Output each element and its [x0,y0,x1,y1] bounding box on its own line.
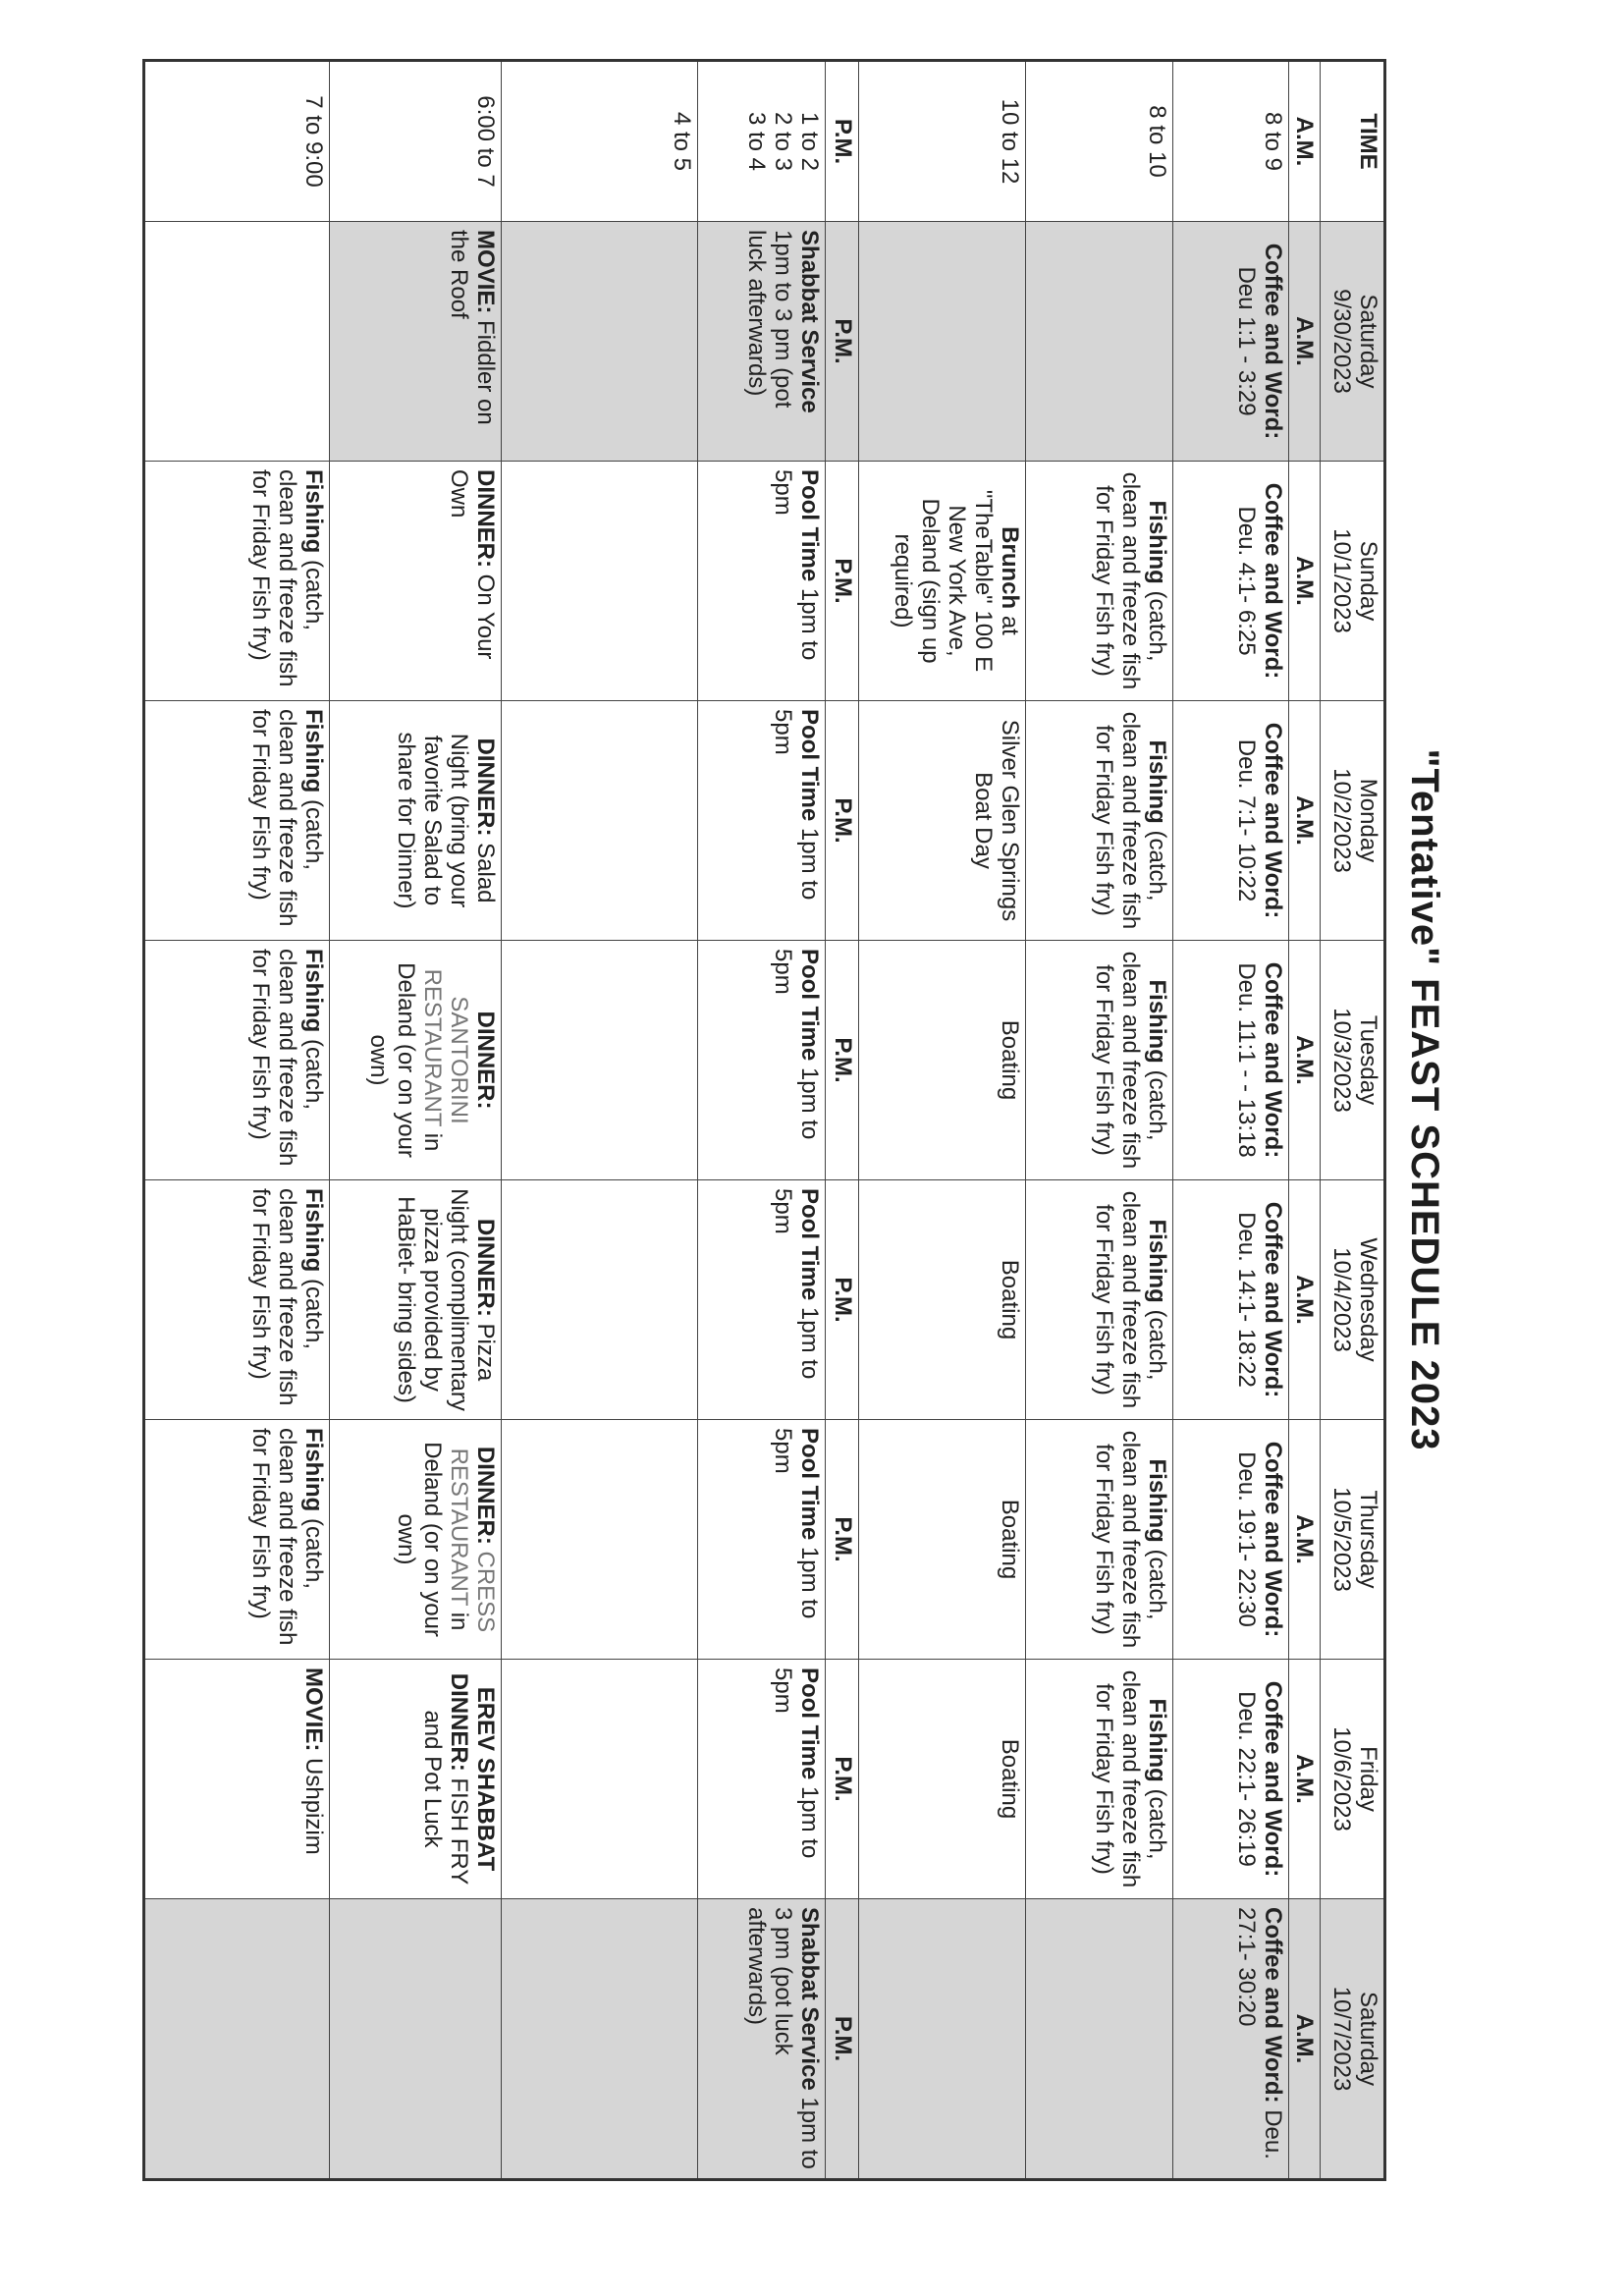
dinner-cell: DINNER: Salad Night (bring your favorite Salad to share for Dinner) [329,701,501,941]
coffee-word-cell: Coffee and Word: Deu. 22:1- 26:19 [1172,1660,1288,1899]
row-4-to-5 [501,61,697,2180]
movie-cell: MOVIE: Ushpizim [143,1660,329,1899]
boat-day-cell: Silver Glen Springs Boat Day [858,701,1025,941]
day-header: Saturday 9/30/2023 [1321,222,1385,462]
fishing-cell: Fishing (catch, clean and freeze fish for Friday Fish fry) [1025,941,1172,1180]
am-label: A.M. [1288,1420,1320,1660]
pool-time-cell: Pool Time 1pm to 5pm [697,1420,825,1660]
empty-cell [501,1420,697,1660]
day-header: Monday 10/2/2023 [1321,701,1385,941]
empty-cell [143,1899,329,2180]
pool-time-cell: Pool Time 1pm to 5pm [697,1180,825,1420]
am-label: A.M. [1288,222,1320,462]
coffee-word-cell: Coffee and Word: Deu. 4:1- 6:25 [1172,462,1288,701]
pm-label: P.M. [825,941,858,1180]
empty-cell [501,1660,697,1899]
row-8-to-9 [1172,61,1288,2180]
row-7-to-9 [143,61,329,2180]
pool-time-cell: Pool Time 1pm to 5pm [697,1660,825,1899]
empty-cell [143,222,329,462]
fishing-cell: Fishing (catch, clean and freeze fish for Friday Fish fry) [1025,1660,1172,1899]
fishing-cell: Fishing (catch, clean and freeze fish for Friday Fish fry) [1025,462,1172,701]
empty-cell [501,462,697,701]
day-header: Sunday 10/1/2023 [1321,462,1385,701]
shabbat-service-cell: Shabbat Service 1pm to 3 pm (pot luck afterwards) [697,1899,825,2180]
coffee-word-cell: Coffee and Word: Deu. 19:1- 22:30 [1172,1420,1288,1660]
time-cell: 6:00 to 7 [329,61,501,222]
empty-cell [501,1180,697,1420]
time-cell: 4 to 5 [501,61,697,222]
time-cell: 8 to 10 [1025,61,1172,222]
coffee-word-cell: Coffee and Word: Deu. 14:1- 18:22 [1172,1180,1288,1420]
pm-label: P.M. [825,61,858,222]
pool-time-cell: Pool Time 1pm to 5pm [697,701,825,941]
day-header: Tuesday 10/3/2023 [1321,941,1385,1180]
rotated-schedule-page [147,59,1463,2169]
boating-cell: Boating [858,1420,1025,1660]
pm-label: P.M. [825,1420,858,1660]
coffee-word-cell: Coffee and Word: Deu. 27:1- 30:20 [1172,1899,1288,2180]
boating-cell: Boating [858,1660,1025,1899]
fishing-cell: Fishing (catch, clean and freeze fish for Friday Fish fry) [143,462,329,701]
empty-cell [329,1899,501,2180]
pm-label-row [825,61,858,2180]
coffee-word-cell: Coffee and Word: Deu. 7:1- 10:22 [1172,701,1288,941]
dinner-cell: DINNER: On Your Own [329,462,501,701]
dinner-cell: DINNER: SANTORINI RESTAURANT in Deland (or on your own) [329,941,501,1180]
pool-time-cell: Pool Time 1pm to 5pm [697,462,825,701]
fishing-cell: Fishing (catch, clean and freeze fish for Friday Fish fry) [1025,1420,1172,1660]
empty-cell [858,1899,1025,2180]
pm-label: P.M. [825,462,858,701]
brunch-cell: Brunch at "TheTable" 100 E New York Ave, Deland (sign up required) [858,462,1025,701]
coffee-word-cell: Coffee and Word: Deu 1:1 - 3:29 [1172,222,1288,462]
row-6-to-7 [329,61,501,2180]
day-header: Saturday 10/7/2023 [1321,1899,1385,2180]
am-label: A.M. [1288,1899,1320,2180]
header-row [1321,61,1385,2180]
am-label: A.M. [1288,1660,1320,1899]
empty-cell [1025,1899,1172,2180]
empty-cell [501,941,697,1180]
fishing-cell: Fishing (catch, clean and freeze fish for Friday Fish fry) [143,1180,329,1420]
coffee-word-cell: Coffee and Word: Deu. 11:1 - - 13:18 [1172,941,1288,1180]
pm-label: P.M. [825,1899,858,2180]
dinner-cell: EREV SHABBAT DINNER: FISH FRY and Pot Luck [329,1660,501,1899]
schedule-title: "Tentative" FEAST SCHEDULE 2023 [1403,748,1446,1451]
dinner-cell: DINNER: CRESS RESTAURANT in Deland (or on your own) [329,1420,501,1660]
time-cell: 10 to 12 [858,61,1025,222]
time-cell: 8 to 9 [1172,61,1288,222]
empty-cell [1025,222,1172,462]
fishing-cell: Fishing (catch, clean and freeze fish for Friday Fish fry) [143,701,329,941]
pm-label: P.M. [825,222,858,462]
day-header: Thursday 10/5/2023 [1321,1420,1385,1660]
time-cell: 1 to 2 2 to 3 3 to 4 [697,61,825,222]
empty-cell [858,222,1025,462]
boating-cell: Boating [858,1180,1025,1420]
fishing-cell: Fishing (catch, clean and freeze fish for Friday Fish fry) [1025,701,1172,941]
am-label: A.M. [1288,462,1320,701]
fishing-cell: Fishing (catch, clean and freeze fish for Friday Fish fry) [1025,1180,1172,1420]
day-header: Wednesday 10/4/2023 [1321,1180,1385,1420]
pm-label: P.M. [825,701,858,941]
empty-cell [501,701,697,941]
am-label: A.M. [1288,701,1320,941]
boating-cell: Boating [858,941,1025,1180]
dinner-cell: DINNER: Pizza Night (complimentary pizza provided by HaBiet- bring sides) [329,1180,501,1420]
fishing-cell: Fishing (catch, clean and freeze fish for Friday Fish fry) [143,1420,329,1660]
pm-label: P.M. [825,1660,858,1899]
pool-time-cell: Pool Time 1pm to 5pm [697,941,825,1180]
shabbat-service-cell: Shabbat Service 1pm to 3 pm (pot luck afterwards) [697,222,825,462]
feast-schedule-table [142,59,1386,2181]
fishing-cell: Fishing (catch, clean and freeze fish for Friday Fish fry) [143,941,329,1180]
movie-cell: MOVIE: Fiddler on the Roof [329,222,501,462]
empty-cell [501,222,697,462]
day-header: Friday 10/6/2023 [1321,1660,1385,1899]
time-cell: 7 to 9:00 [143,61,329,222]
am-label: A.M. [1288,1180,1320,1420]
row-8-to-10 [1025,61,1172,2180]
row-10-to-12 [858,61,1025,2180]
am-label: A.M. [1288,61,1320,222]
am-label-row [1288,61,1320,2180]
pm-label: P.M. [825,1180,858,1420]
time-header: TIME [1321,61,1385,222]
empty-cell [501,1899,697,2180]
am-label: A.M. [1288,941,1320,1180]
row-1-to-4 [697,61,825,2180]
